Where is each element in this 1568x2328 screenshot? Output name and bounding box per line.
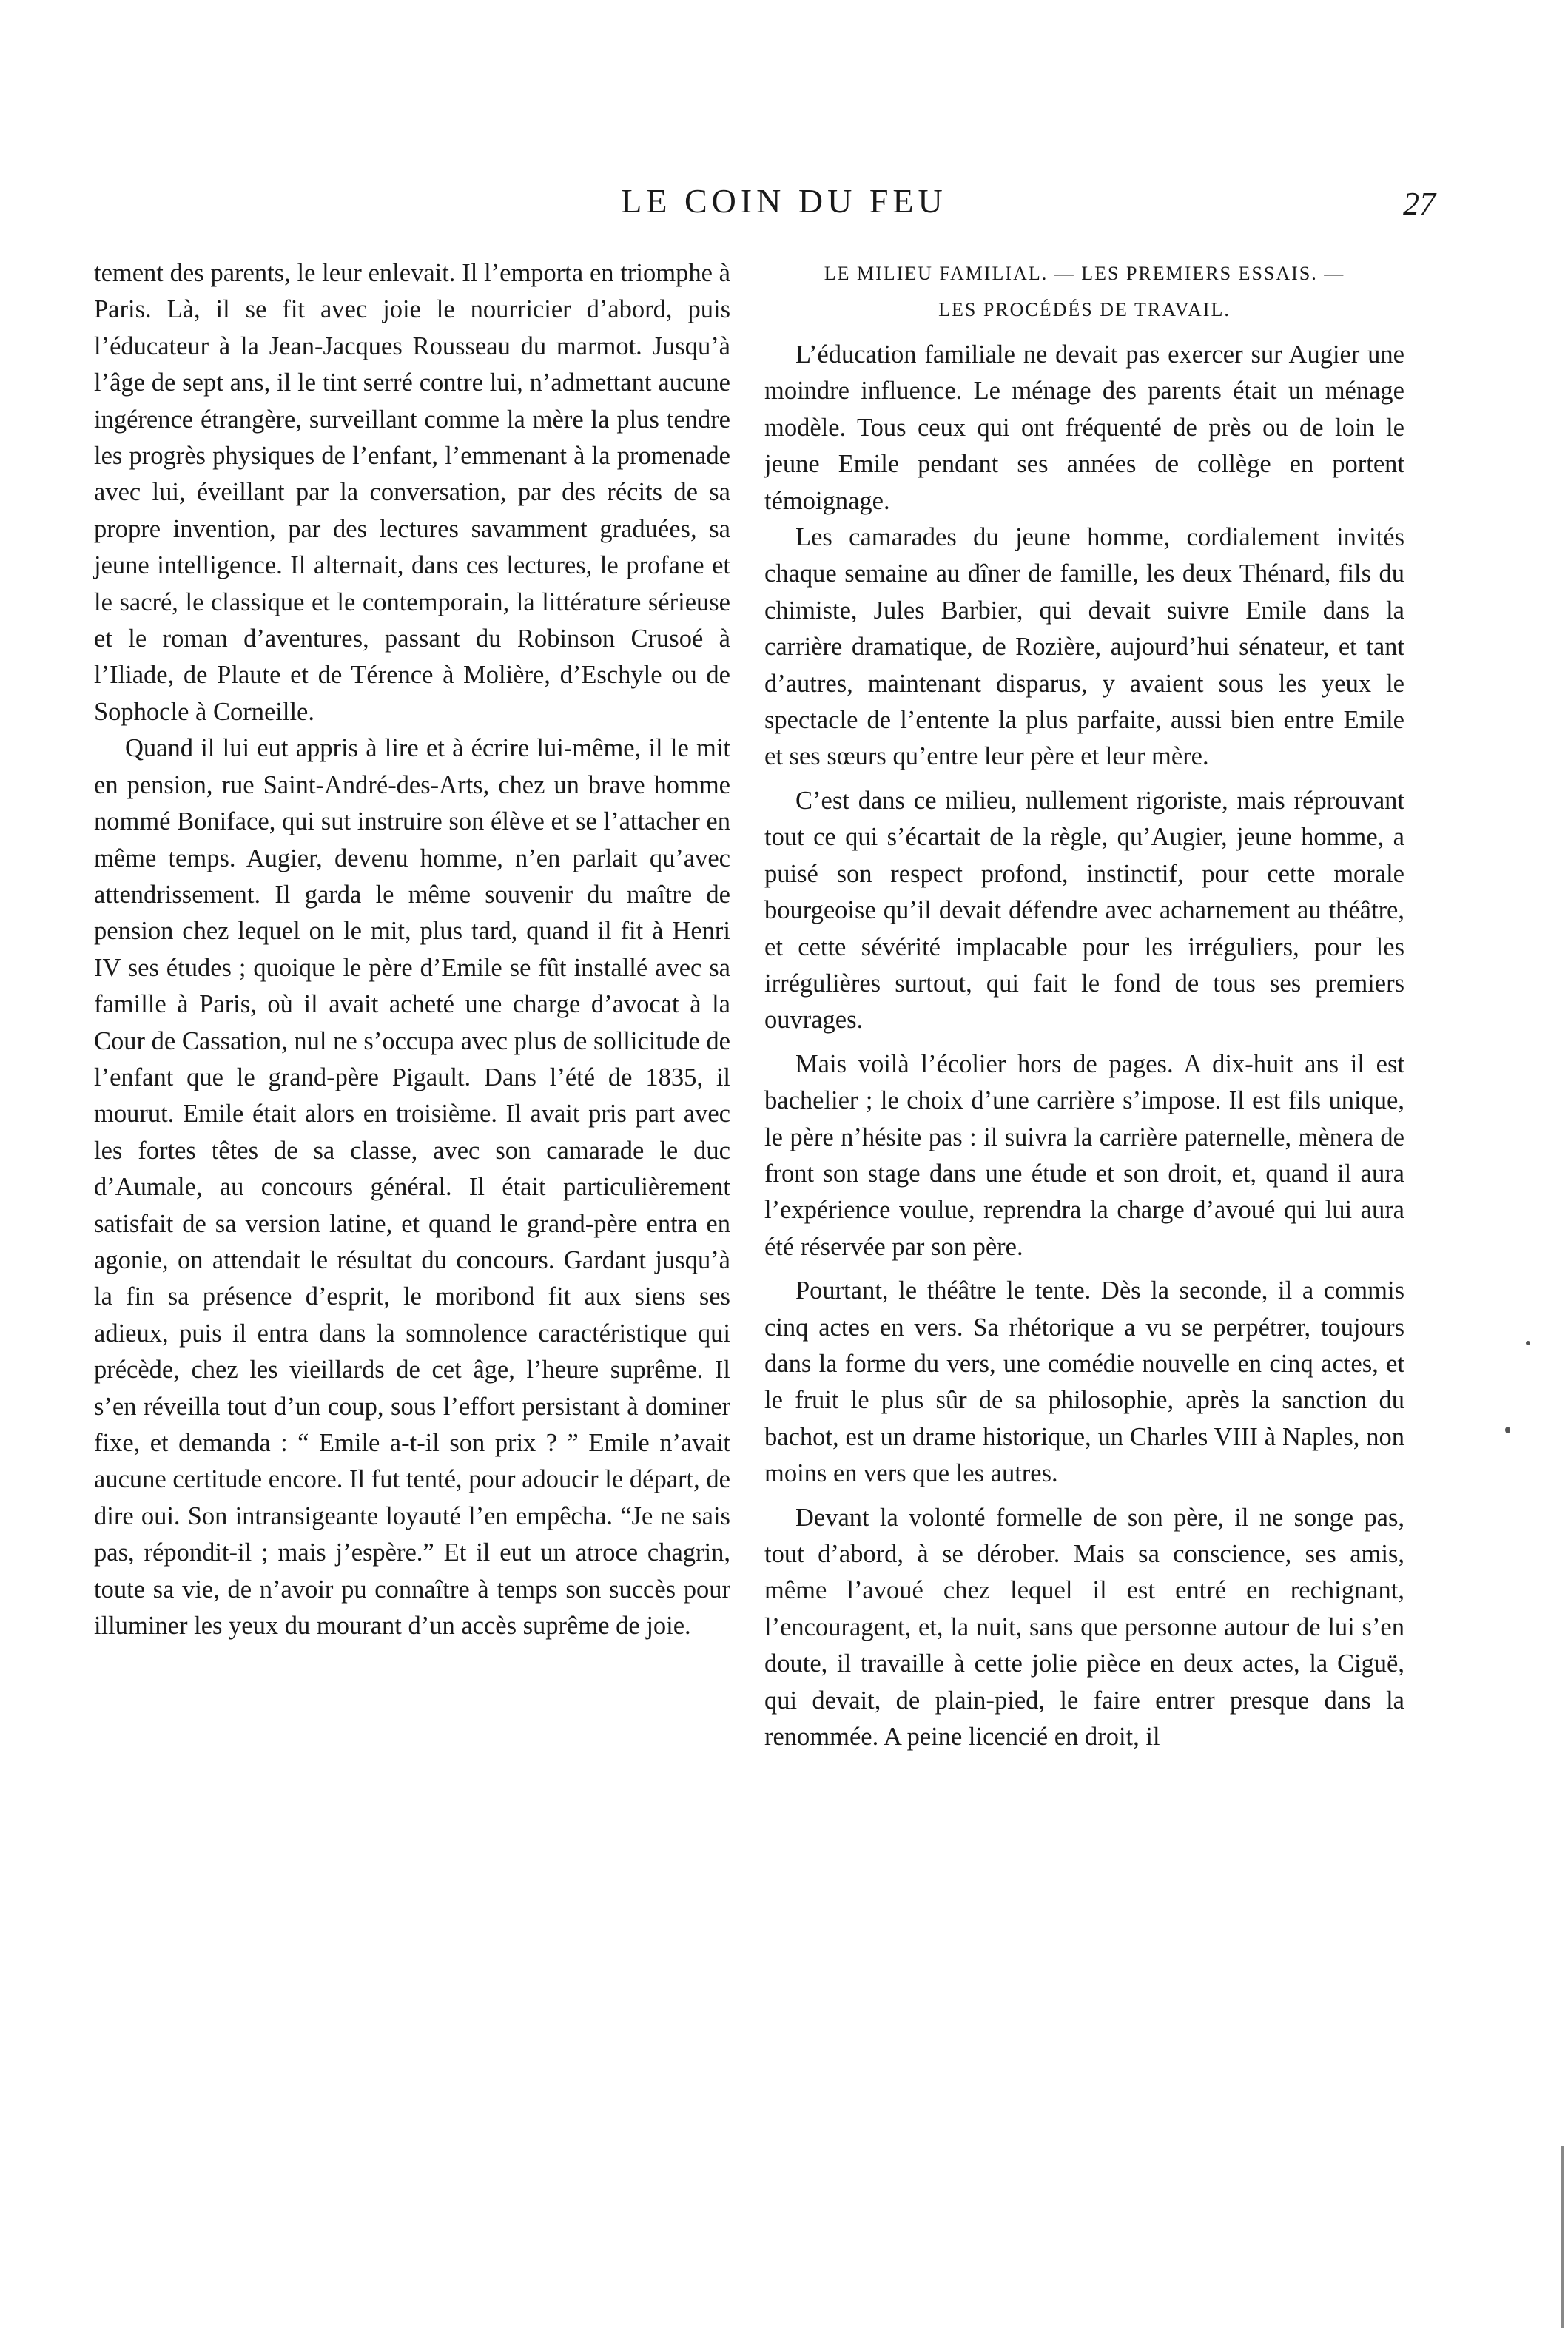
paragraph: Les camarades du jeune homme, cordialement invités chaque semaine au dîner de famille, les deux Thénard, fils du chimiste, Jules Barbier, qui devait suivre Emile dans la carrière dramatique, de Rozière, aujourd’hui sénateur, et tant d’autres, maintenant disparus, y avaient sous les yeux le spectacle de l’entente la plus parfaite, aussi bien entre Emile et ses sœurs qu’entre leur père et leur mère. [764, 523, 1404, 771]
paragraph: tement des parents, le leur enlevait. Il l’emporta en triomphe à Paris. Là, il se fit avec joie le nourricier d’abord, puis l’éducateur à la Jean-Jacques Rousseau du marmot. Jusqu’à l’âge de sept ans, il le tint serré contre lui, n’admettant aucune ingérence étrangère, surveillant comme la mère la plus tendre les progrès physiques de l’enfant, l’emmenant à la promenade avec lui, éveillant par la conversation, par des récits de sa propre invention, par des lectures savamment graduées, sa jeune intelligence. Il alternait, dans ces lectures, le profane et le sacré, le classique et le contemporain, la littérature sérieuse et le roman d’aventures, passant du Robinson Crusoé à l’Iliade, de Plaute et de Térence à Molière, d’Eschyle ou de Sophocle à Corneille. [94, 259, 730, 726]
page-edge-shadow [1561, 2146, 1564, 2328]
ink-speck [1505, 1427, 1510, 1433]
paragraph: L’éducation familiale ne devait pas exercer sur Augier une moindre influence. Le ménage des parents était un ménage modèle. Tous ceux qui ont fréquenté de près ou de loin le jeune Emile pendant ses années de collège en portent témoignage. [764, 340, 1404, 515]
page-number: 27 [1403, 186, 1436, 222]
left-column [94, 255, 730, 1644]
paragraph: Mais voilà l’écolier hors de pages. A dix-huit ans il est bachelier ; le choix d’une carrière s’impose. Il est fils unique, le père n’hésite pas : il suivra la carrière paternelle, mènera de front son stage dans une étude et son droit, et, quand il aura l’expérience voulue, reprendra la charge d’avoué qui lui aura été réservée par son père. [764, 1049, 1404, 1261]
paragraph: Quand il lui eut appris à lire et à écrire lui-même, il le mit en pension, rue Saint-André-des-Arts, chez un brave homme nommé Boniface, qui sut instruire son élève et se l’attacher en même temps. Augier, devenu homme, n’en parlait qu’avec attendrissement. Il garda le même souvenir du maître de pension chez lequel on le mit, plus tard, quand il fit à Henri IV ses études ; quoique le père d’Emile se fût installé avec sa famille à Paris, où il avait acheté une charge d’avocat à la Cour de Cassation, nul ne s’occupa avec plus de sollicitude de l’enfant que le grand-père Pigault. Dans l’été de 1835, il mourut. Emile était alors en troisième. Il avait pris part avec les fortes têtes de sa classe, avec son camarade le duc d’Aumale, au concours général. Il était particulièrement satisfait de sa version latine, et quand le grand-père entra en agonie, on attendait le résultat du concours. Gardant jusqu’à la fin sa présence d’esprit, le moribond fit aux siens ses adieux, puis il entra dans la somnolence caractéristique qui précède, chez les vieillards de cet âge, l’heure suprême. Il s’en réveilla tout d’un coup, sous l’effort persistant à dominer fixe, et demanda : “ Emile a-t-il son prix ? ” Emile n’avait aucune certitude encore. Il fut tenté, pour adoucir le départ, de dire oui. Son intransigeante loyauté l’en empêcha. “Je ne sais pas, répondit-il ; mais j’espère.” Et il eut un atroce chagrin, toute sa vie, de n’avoir pu connaître à temps son succès pour illuminer les yeux du mourant d’un accès suprême de joie. [94, 734, 730, 1641]
section-heading-line: LES PROCÉDÉS DE TRAVAIL. [938, 299, 1231, 320]
ink-speck [1526, 1341, 1530, 1345]
paragraph: Devant la volonté formelle de son père, il ne songe pas, tout d’abord, à se dérober. Mais sa conscience, ses amis, même l’avoué chez lequel il est entré en rechignant, l’encouragent, et, la nuit, sans que personne autour de lui s’en doute, il travaille à cette jolie pièce en deux actes, la Ciguë, qui devait, de plain-pied, le faire entrer presque dans la renommée. A peine licencié en droit, il [764, 1503, 1404, 1752]
section-heading [764, 255, 1404, 328]
section-heading-line: LE MILIEU FAMILIAL. — LES PREMIERS ESSAIS. — [824, 263, 1345, 284]
right-column [764, 255, 1404, 1755]
paragraph: C’est dans ce milieu, nullement rigoriste, mais réprouvant tout ce qui s’écartait de la règle, qu’Augier, jeune homme, a puisé son respect profond, instinctif, pour cette morale bourgeoise qu’il devait défendre avec acharnement au théâtre, et cette sévérité implacable pour les irréguliers, pour les irrégulières surtout, qui fait le fond de tous ses premiers ouvrages. [764, 786, 1404, 1035]
running-title: LE COIN DU FEU [621, 182, 947, 220]
paragraph: Pourtant, le théâtre le tente. Dès la seconde, il a commis cinq actes en vers. Sa rhétorique a vu se perpétrer, toujours dans la forme du vers, une comédie nouvelle en cinq actes, et le fruit le plus sûr de sa philosophie, après la sanction du bachot, est un drame historique, un Charles VIII à Naples, non moins en vers que les autres. [764, 1276, 1404, 1488]
